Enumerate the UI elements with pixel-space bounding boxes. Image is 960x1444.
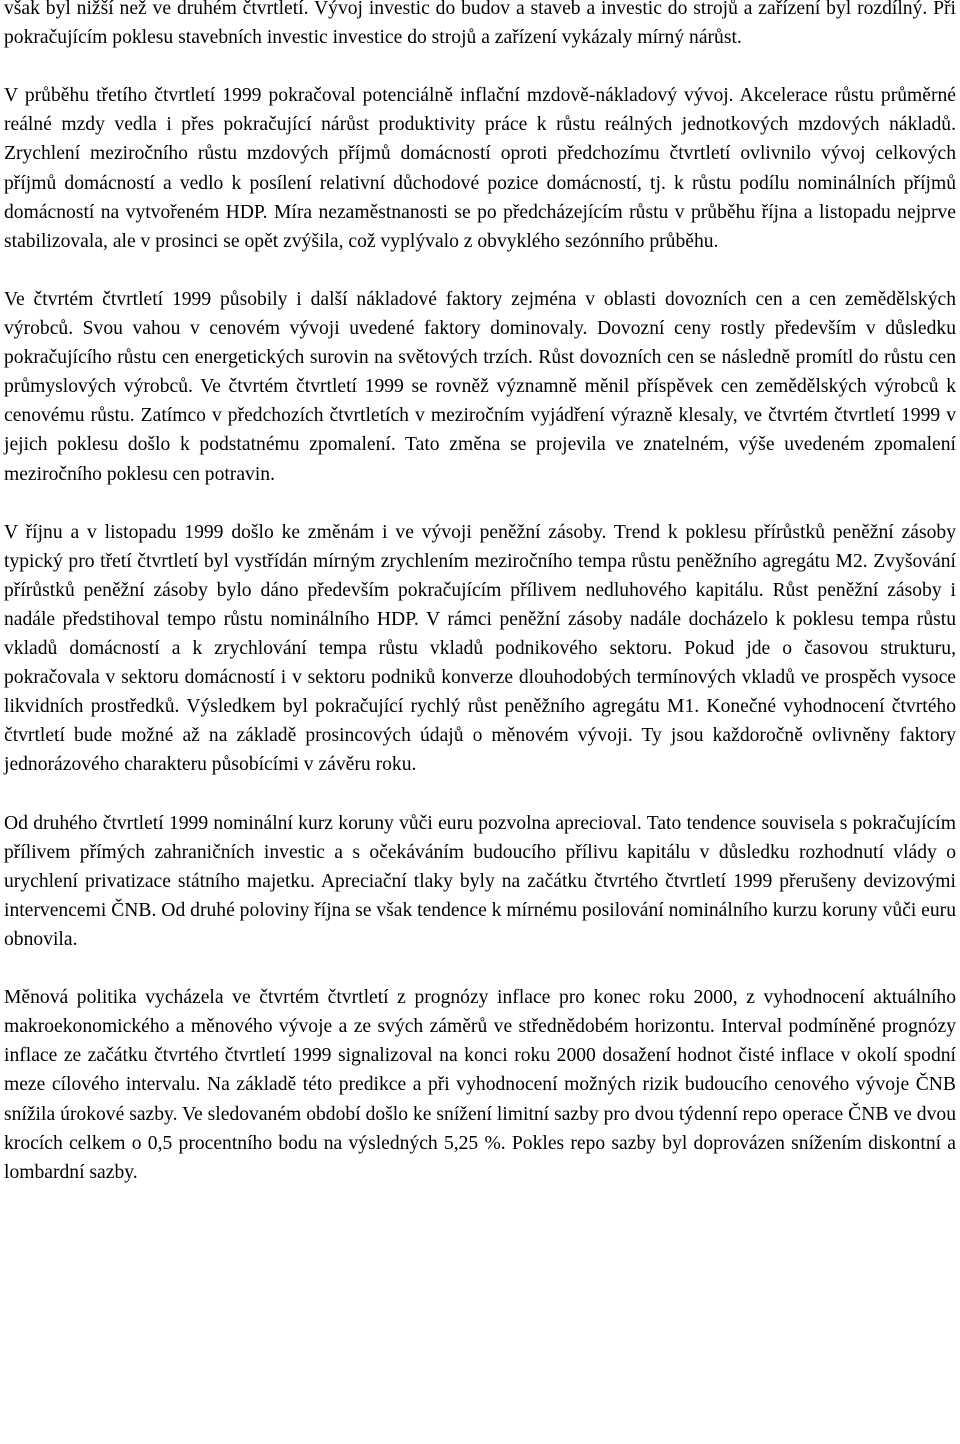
document-page xyxy=(4,0,956,1187)
paragraph-cost-factors: Ve čtvrtém čtvrtletí 1999 působily i další nákladové faktory zejména v oblasti dovozních cen a cen zemědělských výrobců. Svou vahou v cenovém vývoji uvedené faktory dominovaly. Dovozní ceny rostly především v důsledku pokračujícího růstu cen energetických surovin na světových trzích. Růst dovozních cen se následně promítl do růstu cen průmyslových výrobců. Ve čtvrtém čtvrtletí 1999 se rovněž významně měnil příspěvek cen zemědělských výrobců k cenovému růstu. Zatímco v předchozích čtvrtletích v meziročním vyjádření výrazně klesaly, ve čtvrtém čtvrtletí 1999 v jejich poklesu došlo k podstatnému zpomalení. Tato změna se projevila ve znatelném, výše uvedeném zpomalení meziročního poklesu cen potravin. xyxy=(4,288,956,485)
paragraph-investment: však byl nižší než ve druhém čtvrtletí. Vývoj investic do budov a staveb a investic do strojů a zařízení byl rozdílný. Při pokračujícím poklesu stavebních investic investice do strojů a zařízení vykázaly mírný nárůst. xyxy=(4,0,956,49)
paragraph-exchange-rate: Od druhého čtvrtletí 1999 nominální kurz koruny vůči euru pozvolna aprecioval. Tato tendence souvisela s pokračujícím přílivem přímých zahraničních investic a s očekáváním budoucího přílivu kapitálu v důsledku rozhodnutí vlády o urychlení privatizace státního majetku. Apreciační tlaky byly na začátku čtvrtého čtvrtletí 1999 přerušeny devizovými intervencemi ČNB. Od druhé poloviny října se však tendence k mírnému posilování nominálního kurzu koruny vůči euru obnovila. xyxy=(4,812,956,950)
paragraph-wages-labour: V průběhu třetího čtvrtletí 1999 pokračoval potenciálně inflační mzdově-nákladový vývoj. Akcelerace růstu průměrné reálné mzdy vedla i přes pokračující nárůst produktivity práce k růstu reálných jednotkových mzdových nákladů. Zrychlení meziročního růstu mzdových příjmů domácností oproti předchozímu čtvrtletí ovlivnilo vývoj celkových příjmů domácností a vedlo k posílení relativní důchodové pozice domácností, tj. k růstu podílu nominálních příjmů domácností na vytvořeném HDP. Míra nezaměstnanosti se po předcházejícím růstu v průběhu října a listopadu nejprve stabilizovala, ale v prosinci se opět zvýšila, což vyplývalo z obvyklého sezónního průběhu. xyxy=(4,85,956,252)
paragraph-monetary-policy: Měnová politika vycházela ve čtvrtém čtvrtletí z prognózy inflace pro konec roku 2000, z vyhodnocení aktuálního makroekonomického a měnového vývoje a ze svých záměrů ve střednědobém horizontu. Interval podmíněné prognózy inflace ze začátku čtvrtého čtvrtletí 1999 signalizoval na konci roku 2000 dosažení hodnot čisté inflace v okolí spodní meze cílového intervalu. Na základě této predikce a při vyhodnocení možných rizik budoucího cenového vývoje ČNB snížila úrokové sazby. Ve sledovaném období došlo ke snížení limitní sazby pro dvou týdenní repo operace ČNB ve dvou krocích celkem o 0,5 procentního bodu na výsledných 5,25 %. Pokles repo sazby byl doprovázen snížením diskontní a lombardní sazby. xyxy=(4,987,956,1183)
paragraph-money-supply: V říjnu a v listopadu 1999 došlo ke změnám i ve vývoji peněžní zásoby. Trend k poklesu přírůstků peněžní zásoby typický pro třetí čtvrtletí byl vystřídán mírným zrychlením meziročního tempa růstu peněžního agregátu M2. Zvyšování přírůstků peněžní zásoby bylo dáno především pokračujícím přílivem nedluhového kapitálu. Růst peněžní zásoby i nadále předstihoval tempo růstu nominálního HDP. V rámci peněžní zásoby nadále docházelo k poklesu tempa růstu vkladů domácností a k zrychlování tempa růstu vkladů podnikového sektoru. Pokud jde o časovou strukturu, pokračovala v sektoru domácností i v sektoru podniků konverze dlouhodobých termínových vkladů ve prospěch vysoce likvidních prostředků. Výsledkem byl pokračující rychlý růst peněžního agregátu M1. Konečné vyhodnocení čtvrtého čtvrtletí bude možné až na základě prosincových údajů o měnovém vývoji. Ty jsou každoročně ovlivněny faktory jednorázového charakteru působícími v závěru roku. xyxy=(4,521,956,776)
